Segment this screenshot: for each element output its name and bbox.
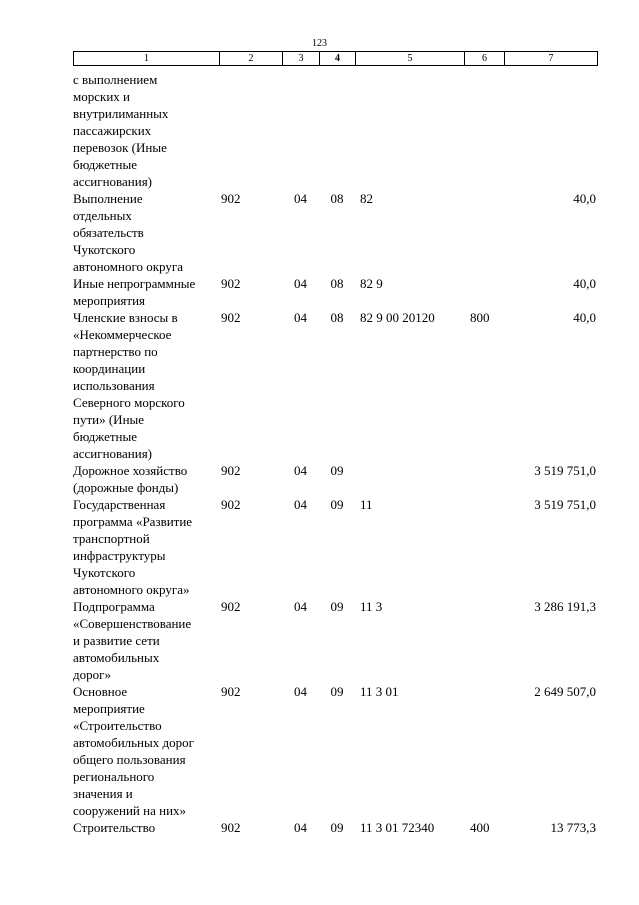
row-name: Членские взносы в «Некоммерческое партнерство по координации использования Северного морского пути» (Иные бюджетные ассигнования) — [73, 310, 185, 461]
row-col-4: 09 — [330, 820, 344, 835]
row-col-3: 04 — [294, 310, 307, 325]
row-col-7: 3 286 191,3 — [534, 599, 596, 614]
table-row — [73, 190, 596, 275]
row-col-7: 40,0 — [573, 310, 596, 325]
row-col-7: 2 649 507,0 — [534, 684, 596, 699]
row-col-7: 40,0 — [573, 191, 596, 206]
row-col-5: 11 3 — [360, 599, 383, 614]
header-col-5: 5 — [356, 52, 465, 65]
row-col-2: 902 — [221, 463, 241, 478]
table-row — [73, 819, 596, 836]
row-col-2: 902 — [221, 310, 241, 325]
row-col-7: 13 773,3 — [550, 820, 596, 835]
row-col-5: 82 — [360, 191, 373, 206]
row-name: с выполнением морских и внутрилиманных пассажирских перевозок (Иные бюджетные ассигнования) — [73, 72, 169, 189]
row-col-4: 09 — [330, 684, 344, 699]
row-col-5: 82 9 — [360, 276, 383, 291]
row-col-7: 3 519 751,0 — [534, 497, 596, 512]
table-row — [73, 598, 596, 683]
row-name: Выполнение отдельных обязательств Чукотского автономного округа — [73, 191, 183, 274]
header-col-1: 1 — [74, 52, 220, 65]
row-col-3: 04 — [294, 497, 307, 512]
row-col-5: 11 3 01 72340 — [360, 820, 435, 835]
row-col-2: 902 — [221, 276, 241, 291]
row-col-3: 04 — [294, 820, 307, 835]
row-col-7: 3 519 751,0 — [534, 463, 596, 478]
row-col-3: 04 — [294, 599, 307, 614]
row-col-2: 902 — [221, 820, 241, 835]
row-name: Дорожное хозяйство (дорожные фонды) — [73, 463, 188, 495]
header-col-6: 6 — [465, 52, 505, 65]
header-col-3: 3 — [283, 52, 320, 65]
row-col-5: 11 3 01 — [360, 684, 399, 699]
row-col-4: 09 — [330, 497, 344, 512]
table-row — [73, 496, 596, 598]
header-col-7: 7 — [548, 53, 554, 64]
row-col-4: 09 — [330, 599, 344, 614]
table-row — [73, 275, 596, 309]
row-col-3: 04 — [294, 684, 307, 699]
row-col-2: 902 — [221, 191, 241, 206]
page-number: 123 — [312, 38, 327, 49]
row-col-4: 08 — [330, 191, 344, 206]
row-col-3: 04 — [294, 463, 307, 478]
row-name: Строительство — [73, 820, 156, 835]
header-col-2: 2 — [220, 52, 283, 65]
row-col-2: 902 — [221, 497, 241, 512]
row-col-2: 902 — [221, 684, 241, 699]
row-col-7: 40,0 — [573, 276, 596, 291]
row-col-5: 82 9 00 20120 — [360, 310, 435, 325]
row-name: Основное мероприятие «Строительство автомобильных дорог общего пользования регионального значения и сооружений на них» — [73, 684, 194, 818]
row-name: Подпрограмма «Совершенствование и развитие сети автомобильных дорог» — [73, 599, 192, 682]
table-row — [73, 462, 596, 496]
row-name: Государственная программа «Развитие транспортной инфраструктуры Чукотского автономного округа» — [73, 497, 193, 597]
row-col-4: 09 — [330, 463, 344, 478]
row-name: Иные непрограммные мероприятия — [73, 276, 196, 308]
row-col-3: 04 — [294, 276, 307, 291]
table-body — [73, 71, 596, 836]
row-col-4: 08 — [330, 310, 344, 325]
row-col-3: 04 — [294, 191, 307, 206]
header-col-4: 4 — [320, 52, 356, 65]
row-col-6: 400 — [470, 820, 490, 835]
row-col-2: 902 — [221, 599, 241, 614]
row-col-5: 11 — [360, 497, 373, 512]
row-col-6: 800 — [470, 310, 490, 325]
table-row — [73, 71, 596, 190]
table-row — [73, 309, 596, 462]
table-header — [73, 51, 598, 66]
row-col-4: 08 — [330, 276, 344, 291]
table-row — [73, 683, 596, 819]
